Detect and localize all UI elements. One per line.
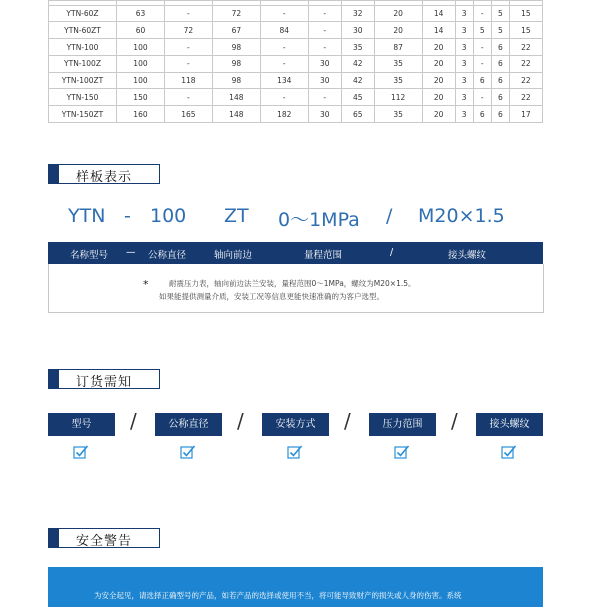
legend-thread: 接头螺纹 (448, 250, 487, 261)
spec-cell: 30 (308, 72, 341, 89)
model-cell: YTN-150 (49, 89, 117, 106)
spec-cell: 84 (260, 22, 308, 39)
model-cell: YTN-150ZT (49, 106, 117, 123)
spec-cell: 118 (164, 72, 212, 89)
model-cell: YTN-100 (49, 39, 117, 56)
spec-cell: 20 (374, 5, 422, 22)
spec-cell: 6 (491, 39, 509, 56)
spec-cell: 35 (374, 106, 422, 123)
spec-cell: 148 (212, 89, 260, 106)
legend-dash: — (126, 247, 136, 258)
section-header-safety (48, 528, 160, 548)
spec-cell: 148 (212, 106, 260, 123)
spec-cell: 6 (491, 72, 509, 89)
spec-cell: - (473, 5, 491, 22)
step-separator: / (130, 409, 137, 433)
table-row (49, 72, 543, 89)
spec-cell: 72 (212, 5, 260, 22)
spec-cell: 45 (341, 89, 374, 106)
spec-cell: 65 (341, 106, 374, 123)
legend-model: 名称型号 (70, 250, 109, 261)
step-separator: / (344, 409, 351, 433)
spec-cell: 5 (491, 22, 509, 39)
spec-cell: 3 (455, 5, 473, 22)
spec-cell: 22 (509, 39, 542, 56)
spec-cell: 150 (117, 89, 165, 106)
spec-cell: 35 (374, 55, 422, 72)
safety-warning-text: 为安全起见，请选择正确型号的产品，如若产品的选择或使用不当，将可能导致财产的损失或人身的伤害。系统 (94, 591, 462, 600)
spec-cell: 22 (509, 89, 542, 106)
spec-cell: 100 (117, 55, 165, 72)
spec-cell: - (260, 55, 308, 72)
checkbox-checked-icon (180, 444, 196, 460)
code-range: 0～1MPa (278, 209, 360, 231)
model-cell: YTN-100ZT (49, 72, 117, 89)
spec-cell: - (164, 5, 212, 22)
code-model: YTN (68, 205, 106, 227)
spec-cell: 15 (509, 5, 542, 22)
spec-cell: 6 (491, 106, 509, 123)
section-title-sample: 样板表示 (76, 170, 133, 185)
spec-cell: 6 (491, 55, 509, 72)
spec-cell: 20 (422, 55, 455, 72)
spec-cell: 160 (117, 106, 165, 123)
spec-cell: - (260, 39, 308, 56)
spec-cell: 67 (212, 22, 260, 39)
spec-cell: - (164, 89, 212, 106)
spec-cell: 72 (164, 22, 212, 39)
spec-cell: 17 (509, 106, 542, 123)
spec-cell: 22 (509, 55, 542, 72)
table-row (49, 22, 543, 39)
spec-cell: 134 (260, 72, 308, 89)
spec-cell: 5 (473, 22, 491, 39)
spec-cell: 3 (455, 39, 473, 56)
spec-cell: - (164, 39, 212, 56)
legend-diameter: 公称直径 (148, 250, 187, 261)
spec-cell: - (260, 5, 308, 22)
code-mount: ZT (224, 205, 249, 227)
spec-cell: 3 (455, 55, 473, 72)
spec-cell: 14 (422, 5, 455, 22)
checkbox-checked-icon (73, 444, 89, 460)
spec-cell: 6 (473, 72, 491, 89)
spec-cell: 15 (509, 22, 542, 39)
checkbox-checked-icon (394, 444, 410, 460)
table-row (49, 89, 543, 106)
model-cell: YTN-60Z (49, 5, 117, 22)
spec-cell: 112 (374, 89, 422, 106)
section-title-safety: 安全警告 (76, 534, 133, 549)
spec-cell: 20 (422, 72, 455, 89)
step-separator: / (451, 409, 458, 433)
spec-cell: - (260, 89, 308, 106)
spec-cell: - (164, 55, 212, 72)
spec-cell: 20 (374, 22, 422, 39)
description-line-2: 如果能提供测量介质，安装工况等信息更能快速准确的为客户选型。 (159, 292, 384, 301)
section-header-sample (48, 164, 160, 184)
spec-cell: 5 (491, 5, 509, 22)
spec-cell: 63 (117, 5, 165, 22)
spec-cell: 3 (455, 72, 473, 89)
table-row (49, 5, 543, 22)
spec-cell: - (308, 39, 341, 56)
spec-cell: 98 (212, 72, 260, 89)
spec-cell: - (308, 5, 341, 22)
spec-cell: 6 (491, 89, 509, 106)
table-row (49, 106, 543, 123)
spec-cell: 6 (473, 106, 491, 123)
spec-cell: 100 (117, 72, 165, 89)
spec-cell: - (308, 89, 341, 106)
spec-cell: 20 (422, 106, 455, 123)
model-cell: YTN-60ZT (49, 22, 117, 39)
spec-cell: 98 (212, 55, 260, 72)
legend-mount: 轴向前边 (214, 250, 253, 261)
step-model: 型号 (48, 413, 115, 436)
spec-table (48, 0, 543, 123)
spec-cell: 3 (455, 89, 473, 106)
spec-cell: 98 (212, 39, 260, 56)
spec-cell: - (473, 39, 491, 56)
spec-cell: 30 (308, 55, 341, 72)
code-legend-bar (48, 242, 543, 264)
spec-cell: 14 (422, 22, 455, 39)
table-row (49, 55, 543, 72)
spec-cell: 165 (164, 106, 212, 123)
code-diameter: 100 (150, 205, 187, 227)
code-thread: M20×1.5 (418, 205, 505, 227)
step-thread: 接头螺纹 (476, 413, 543, 436)
spec-cell: 3 (455, 106, 473, 123)
description-line-1: 耐震压力表，轴向前边法兰安装，量程范围0～1MPa，螺纹为M20×1.5。 (169, 279, 416, 288)
sample-description (48, 264, 544, 313)
spec-cell: 60 (117, 22, 165, 39)
spec-cell: 100 (117, 39, 165, 56)
spec-cell: - (473, 89, 491, 106)
spec-cell: 87 (374, 39, 422, 56)
checkbox-checked-icon (501, 444, 517, 460)
legend-range: 量程范围 (304, 250, 343, 261)
spec-cell: 35 (374, 72, 422, 89)
spec-cell: 42 (341, 55, 374, 72)
spec-cell: 35 (341, 39, 374, 56)
step-mounting: 安装方式 (262, 413, 329, 436)
spec-cell: 182 (260, 106, 308, 123)
spec-cell: 3 (455, 22, 473, 39)
legend-slash: / (390, 247, 394, 258)
model-cell: YTN-100Z (49, 55, 117, 72)
step-pressure-range: 压力范围 (369, 413, 436, 436)
asterisk-icon: * (143, 278, 149, 291)
step-diameter: 公称直径 (155, 413, 222, 436)
step-separator: / (237, 409, 244, 433)
spec-cell: 30 (341, 22, 374, 39)
spec-cell: - (473, 55, 491, 72)
spec-cell: 42 (341, 72, 374, 89)
spec-cell: 20 (422, 89, 455, 106)
spec-cell: 22 (509, 72, 542, 89)
section-header-order (48, 369, 160, 389)
spec-cell: 30 (308, 106, 341, 123)
code-dash: - (124, 205, 131, 227)
section-title-order: 订货需知 (76, 375, 133, 390)
spec-cell: - (308, 22, 341, 39)
checkbox-checked-icon (287, 444, 303, 460)
safety-warning-banner (48, 567, 543, 607)
table-row (49, 39, 543, 56)
spec-cell: 20 (422, 39, 455, 56)
spec-cell: 32 (341, 5, 374, 22)
code-slash: / (386, 205, 393, 227)
